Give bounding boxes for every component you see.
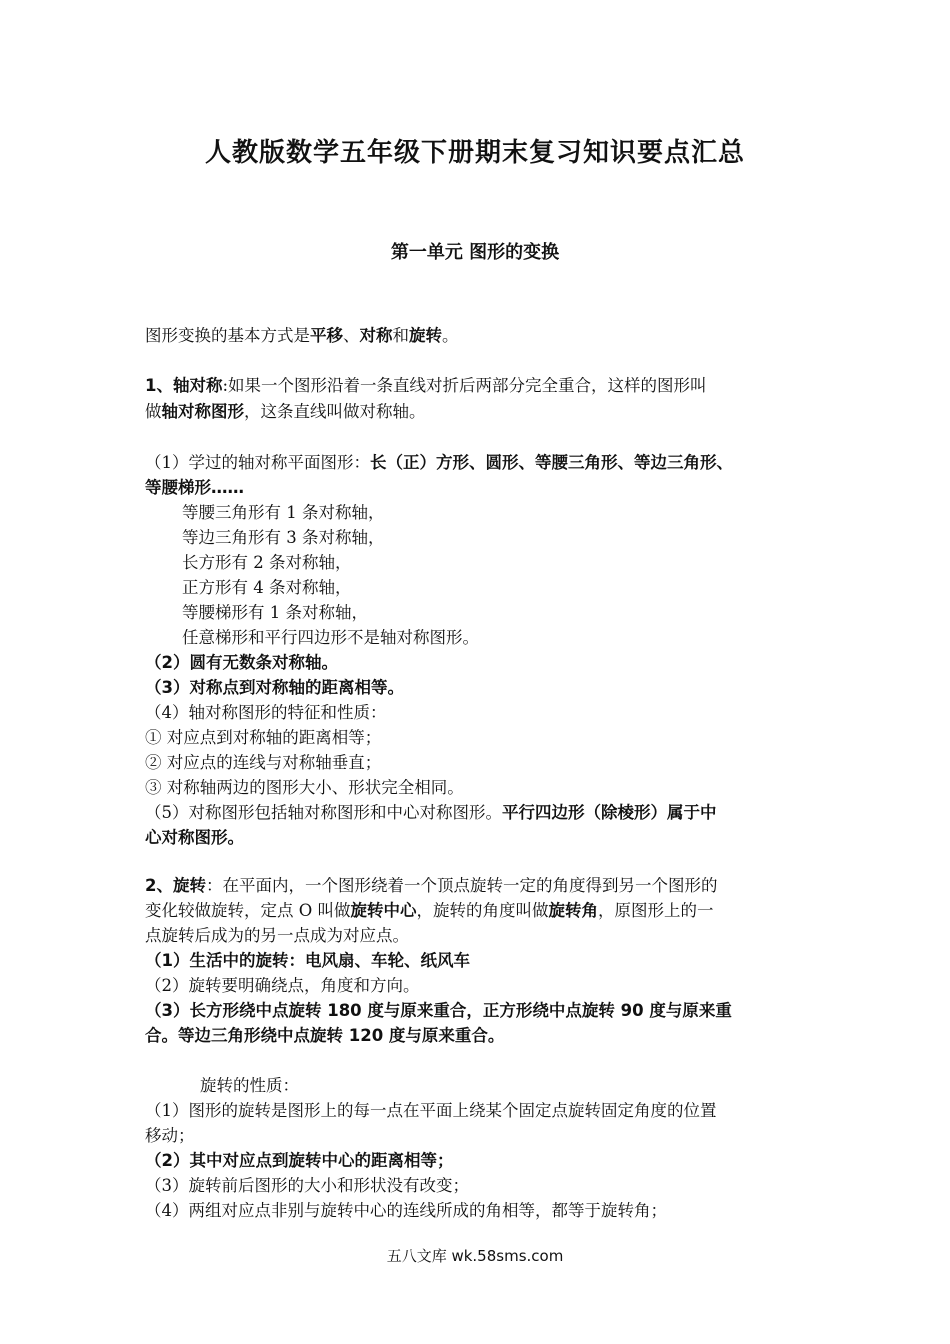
axis-property-item: ② 对应点的连线与对称轴垂直； (145, 753, 382, 772)
axis-count-item: 任意梯形和平行四边形不是轴对称图形。 (182, 628, 479, 647)
axis-shapes-line1: （1）学过的轴对称平面图形：长（正）方形、圆形、等腰三角形、等边三角形、 (145, 453, 733, 472)
rotation-property-item: （3）旋转前后图形的大小和形状没有改变； (145, 1176, 469, 1195)
circle-axes-point: （2）圆有无数条对称轴。 (145, 653, 338, 672)
intro-line: 图形变换的基本方式是平移、对称和旋转。 (145, 326, 459, 345)
axis-property-item: ① 对应点到对称轴的距离相等； (145, 728, 382, 747)
rotation-angles-line1: （3）长方形绕中点旋转 180 度与原来重合，正方形绕中点旋转 90 度与原来重 (145, 1001, 732, 1020)
rotation-def-line2: 变化较做旋转，定点 O 叫做旋转中心，旋转的角度叫做旋转角，原图形上的一 (145, 901, 714, 920)
axis-count-item: 长方形有 2 条对称轴， (182, 553, 352, 572)
document-title: 人教版数学五年级下册期末复习知识要点汇总 (204, 138, 745, 168)
axis-symmetry-def-line2: 做轴对称图形，这条直线叫做对称轴。 (145, 402, 426, 421)
rotation-def-line1: 2、旋转：在平面内，一个图形绕着一个顶点旋转一定的角度得到另一个图形的 (145, 876, 718, 895)
rotation-property-item: 移动； (145, 1126, 195, 1145)
rotation-def-line3: 点旋转后成为的另一点成为对应点。 (145, 926, 409, 945)
axis-property-item: ③ 对称轴两边的图形大小、形状完全相同。 (145, 778, 464, 797)
rotation-property-item: （1）图形的旋转是图形上的每一点在平面上绕某个固定点旋转固定角度的位置 (145, 1101, 717, 1120)
axis-count-item: 正方形有 4 条对称轴， (182, 578, 352, 597)
axis-property-heading: （4）轴对称图形的特征和性质： (145, 703, 387, 722)
axis-count-item: 等腰三角形有 1 条对称轴， (182, 503, 385, 522)
rotation-examples: （1）生活中的旋转：电风扇、车轮、纸风车 (145, 951, 470, 970)
rotation-property-item: （4）两组对应点非别与旋转中心的连线所成的角相等，都等于旋转角； (145, 1201, 667, 1220)
rotation-requirements: （2）旋转要明确绕点，角度和方向。 (145, 976, 420, 995)
axis-symmetry-def-line1: 1、轴对称:如果一个图形沿着一条直线对折后两部分完全重合，这样的图形叫 (145, 376, 707, 395)
axis-shapes-line2: 等腰梯形…… (145, 478, 244, 497)
symmetric-figures-line2: 心对称图形。 (145, 828, 244, 847)
symmetric-distance-point: （3）对称点到对称轴的距离相等。 (145, 678, 404, 697)
symmetric-figures-line1: （5）对称图形包括轴对称图形和中心对称图形。平行四边形（除棱形）属于中 (145, 803, 717, 822)
rotation-angles-line2: 合。等边三角形绕中点旋转 120 度与原来重合。 (145, 1026, 505, 1045)
footer-watermark: 五八文库 wk.58sms.com (386, 1247, 564, 1265)
rotation-property-heading: 旋转的性质： (200, 1076, 299, 1095)
rotation-property-item: （2）其中对应点到旋转中心的距离相等； (145, 1151, 454, 1170)
axis-count-item: 等腰梯形有 1 条对称轴， (182, 603, 368, 622)
axis-count-item: 等边三角形有 3 条对称轴， (182, 528, 385, 547)
unit-title: 第一单元 图形的变换 (390, 242, 560, 263)
